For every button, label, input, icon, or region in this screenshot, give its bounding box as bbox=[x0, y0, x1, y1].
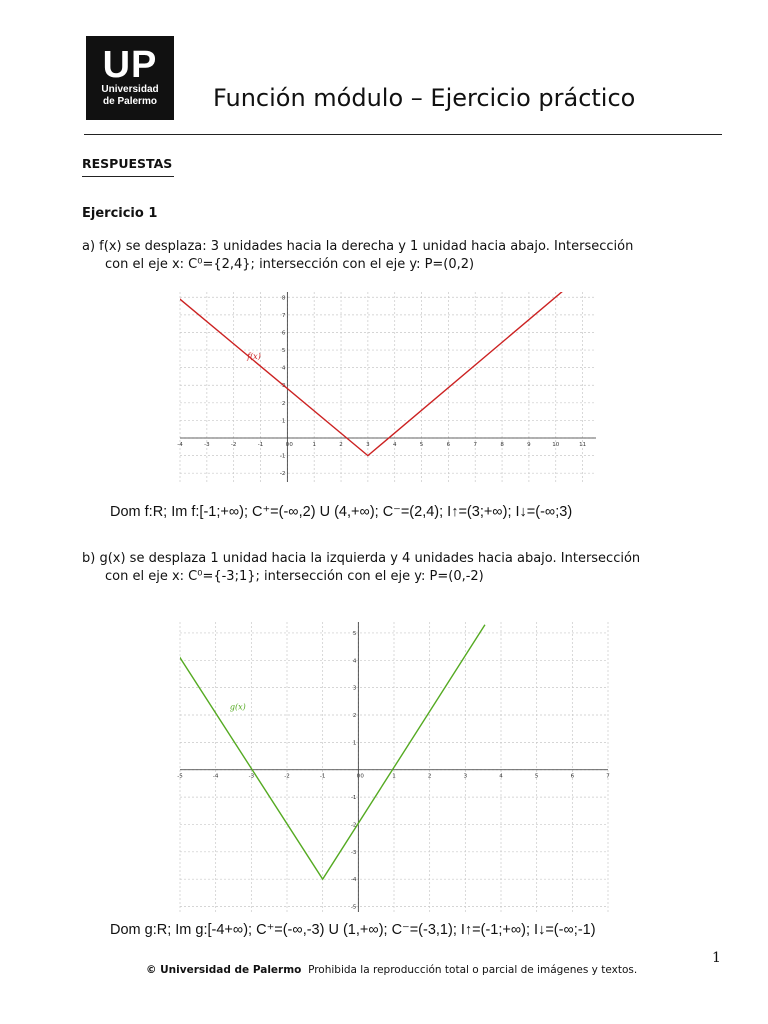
x-tick-label: 1 bbox=[312, 442, 316, 449]
x-tick-label: -4 bbox=[212, 773, 219, 780]
section-heading: RESPUESTAS bbox=[82, 156, 173, 171]
footer-notice: Prohibida la reproducción total o parcial de imágenes y textos. bbox=[308, 964, 638, 976]
y-tick-label: 1 bbox=[352, 740, 357, 747]
x-tick-label: 7 bbox=[606, 773, 610, 780]
y-tick-label: 5 bbox=[281, 348, 286, 355]
x-tick-label: -5 bbox=[177, 773, 183, 780]
origin-label: 0 bbox=[289, 442, 293, 449]
y-tick-label: 2 bbox=[281, 400, 286, 407]
x-tick-label: 5 bbox=[419, 442, 424, 449]
footer-copyright: © Universidad de Palermo bbox=[146, 964, 302, 976]
chart-g bbox=[172, 614, 612, 916]
x-tick-label: -3 bbox=[248, 773, 255, 780]
x-tick-label: 4 bbox=[392, 442, 397, 449]
x-tick-label: 6 bbox=[570, 773, 575, 780]
part-b-domain: Dom g:R; Im g:[-4+∞); C⁺=(-∞,-3) U (1,+∞); C⁻=(-3,1); I↑=(-1;+∞); I↓=(-∞;-1) bbox=[110, 922, 596, 938]
x-tick-label: 7 bbox=[473, 442, 477, 449]
chart-f bbox=[172, 284, 600, 488]
section-underline bbox=[82, 176, 174, 177]
y-tick-label: 5 bbox=[352, 630, 357, 637]
x-tick-label: -2 bbox=[230, 442, 237, 449]
y-tick-label: -2 bbox=[279, 471, 286, 478]
page-title: Función módulo – Ejercicio práctico bbox=[213, 84, 636, 112]
part-a-domain: Dom f:R; Im f:[-1;+∞); C⁺=(-∞,2) U (4,+∞); C⁻=(2,4); I↑=(3;+∞); I↓=(-∞;3) bbox=[110, 504, 573, 520]
y-tick-label: 4 bbox=[281, 365, 286, 372]
y-tick-label: 4 bbox=[352, 658, 357, 665]
part-b-line-1: b) g(x) se desplaza 1 unidad hacia la izquierda y 4 unidades hacia abajo. Intersección bbox=[82, 551, 641, 566]
x-tick-label: 10 bbox=[552, 442, 560, 449]
part-a-text bbox=[82, 238, 633, 274]
page-number: 1 bbox=[712, 950, 721, 966]
y-tick-label: 3 bbox=[281, 383, 286, 390]
header-divider bbox=[84, 134, 722, 135]
y-tick-label: 6 bbox=[281, 330, 286, 337]
x-tick-label: 11 bbox=[579, 442, 587, 449]
part-b-line-2: con el eje x: C⁰={-3;1}; intersección con el eje y: P=(0,-2) bbox=[105, 569, 484, 584]
x-tick-label: -1 bbox=[319, 773, 326, 780]
y-tick-label: -1 bbox=[350, 795, 357, 802]
logo-line-2: de Palermo bbox=[103, 96, 157, 107]
y-tick-label: 1 bbox=[281, 418, 286, 425]
y-tick-label: -5 bbox=[350, 904, 357, 911]
x-tick-label: 0 bbox=[356, 773, 361, 780]
x-tick-label: -2 bbox=[284, 773, 290, 780]
x-tick-label: 8 bbox=[500, 442, 504, 449]
part-b-text bbox=[82, 550, 640, 586]
y-tick-label: 7 bbox=[281, 312, 286, 319]
y-tick-label: -1 bbox=[279, 453, 286, 460]
y-tick-label: -3 bbox=[350, 849, 357, 856]
x-tick-label: -3 bbox=[204, 442, 210, 449]
x-tick-label: 0 bbox=[285, 442, 290, 449]
function-line bbox=[172, 625, 485, 879]
x-tick-label: -1 bbox=[257, 442, 264, 449]
function-label: g(x) bbox=[229, 702, 246, 712]
y-tick-label: 8 bbox=[281, 295, 286, 302]
university-logo bbox=[86, 36, 174, 120]
part-a-line-1: a) f(x) se desplaza: 3 unidades hacia la derecha y 1 unidad hacia abajo. Intersección bbox=[82, 239, 634, 254]
logo-line-1: Universidad bbox=[101, 84, 159, 95]
exercise-heading: Ejercicio 1 bbox=[82, 206, 158, 221]
x-tick-label: 3 bbox=[366, 442, 370, 449]
function-label: f(x) bbox=[247, 351, 261, 361]
part-a-line-2: con el eje x: C⁰={2,4}; intersección con el eje y: P=(0,2) bbox=[105, 257, 475, 272]
x-tick-label: 1 bbox=[392, 773, 396, 780]
x-tick-label: 9 bbox=[527, 442, 531, 449]
logo-text: UP bbox=[102, 44, 158, 86]
x-tick-label: 5 bbox=[534, 773, 539, 780]
x-tick-label: 3 bbox=[463, 773, 468, 780]
y-tick-label: 2 bbox=[352, 713, 357, 720]
origin-label: 0 bbox=[360, 773, 364, 780]
x-tick-label: 2 bbox=[339, 442, 343, 449]
y-tick-label: -2 bbox=[350, 822, 357, 829]
x-tick-label: 4 bbox=[499, 773, 503, 780]
x-tick-label: 6 bbox=[446, 442, 451, 449]
x-tick-label: -4 bbox=[177, 442, 183, 449]
footer bbox=[146, 964, 637, 976]
y-tick-label: -4 bbox=[350, 877, 357, 884]
y-tick-label: 3 bbox=[352, 685, 357, 692]
x-tick-label: 2 bbox=[427, 773, 432, 780]
